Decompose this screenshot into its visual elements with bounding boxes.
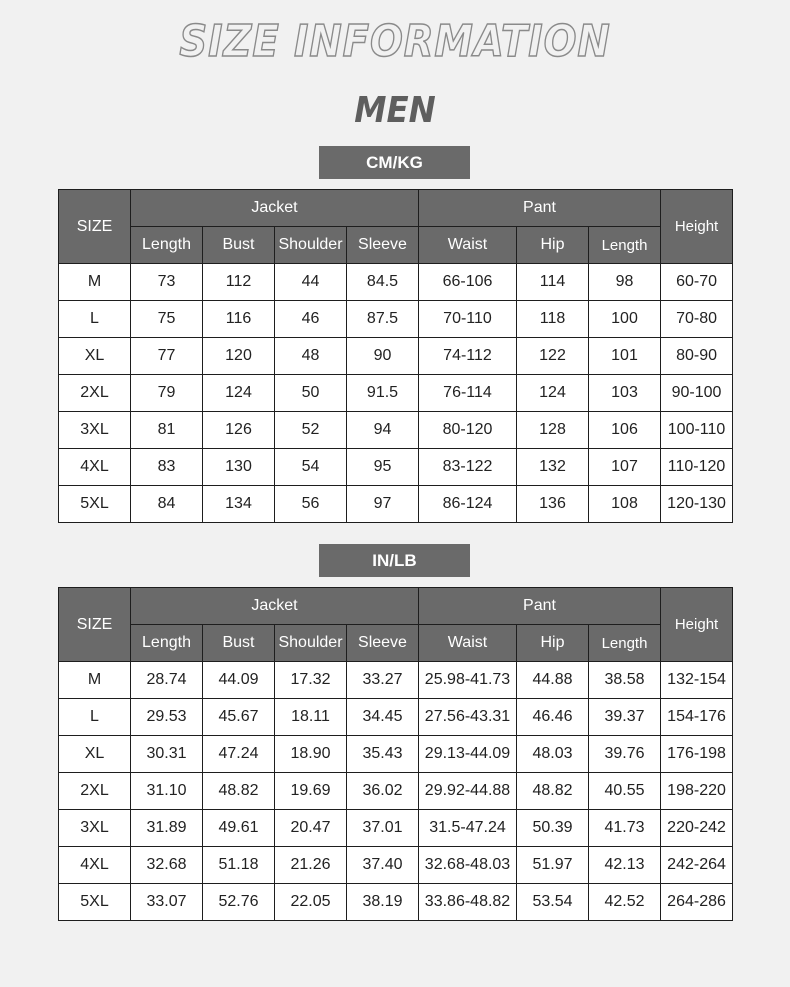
table-cell: 112 [203, 264, 275, 301]
table-cell: 176-198 [661, 736, 733, 773]
table-cell: 46.46 [517, 699, 589, 736]
table-cell: 130 [203, 449, 275, 486]
table-cell: 33.07 [131, 884, 203, 921]
table-cell: 39.76 [589, 736, 661, 773]
table-cell: 51.97 [517, 847, 589, 884]
table-cell: 94 [347, 412, 419, 449]
size-cell: XL [59, 338, 131, 375]
table-cell: 107 [589, 449, 661, 486]
table-cell: 48 [275, 338, 347, 375]
table-cell: 120-130 [661, 486, 733, 523]
table-cell: 79 [131, 375, 203, 412]
size-cell: 2XL [59, 773, 131, 810]
table-cell: 29.92-44.88 [419, 773, 517, 810]
table-row [59, 810, 733, 847]
table-cell: 27.56-43.31 [419, 699, 517, 736]
table-cell: 73 [131, 264, 203, 301]
table-cell: 114 [517, 264, 589, 301]
table-cell: 95 [347, 449, 419, 486]
table-row [59, 847, 733, 884]
size-cell: XL [59, 736, 131, 773]
table-cell: 50.39 [517, 810, 589, 847]
table-cell: 87.5 [347, 301, 419, 338]
jacket-header: Jacket [131, 190, 419, 227]
table-cell: 51.18 [203, 847, 275, 884]
table-cell: 52.76 [203, 884, 275, 921]
table-cell: 128 [517, 412, 589, 449]
table-cell: 33.86-48.82 [419, 884, 517, 921]
table-cell: 86-124 [419, 486, 517, 523]
table-cell: 29.53 [131, 699, 203, 736]
table-cell: 48.82 [203, 773, 275, 810]
table-cell: 49.61 [203, 810, 275, 847]
table-cell: 84 [131, 486, 203, 523]
size-cell: 2XL [59, 375, 131, 412]
table-cell: 18.11 [275, 699, 347, 736]
jacket-length-header: Length [131, 227, 203, 264]
table-row [59, 773, 733, 810]
table-row [59, 662, 733, 699]
table-cell: 80-90 [661, 338, 733, 375]
table-cell: 41.73 [589, 810, 661, 847]
size-cell: 3XL [59, 810, 131, 847]
size-cell: M [59, 662, 131, 699]
table-cell: 48.03 [517, 736, 589, 773]
table-cell: 17.32 [275, 662, 347, 699]
table-cell: 18.90 [275, 736, 347, 773]
table-cell: 32.68-48.03 [419, 847, 517, 884]
table-cell: 39.37 [589, 699, 661, 736]
table-cell: 132-154 [661, 662, 733, 699]
table-cell: 97 [347, 486, 419, 523]
height-header: Height [661, 588, 733, 662]
table-cell: 56 [275, 486, 347, 523]
pant-length-header: Length [589, 625, 661, 662]
table-cell: 47.24 [203, 736, 275, 773]
table-row [59, 338, 733, 375]
table-cell: 19.69 [275, 773, 347, 810]
waist-header: Waist [419, 625, 517, 662]
table-cell: 74-112 [419, 338, 517, 375]
table-cell: 98 [589, 264, 661, 301]
bust-header: Bust [203, 227, 275, 264]
table-cell: 42.13 [589, 847, 661, 884]
table-cell: 83-122 [419, 449, 517, 486]
table-cell: 38.19 [347, 884, 419, 921]
table-cell: 91.5 [347, 375, 419, 412]
table-cell: 40.55 [589, 773, 661, 810]
unit-label-in-lb: IN/LB [319, 544, 470, 577]
table-cell: 100 [589, 301, 661, 338]
table-cell: 108 [589, 486, 661, 523]
table-cell: 54 [275, 449, 347, 486]
table-cell: 44 [275, 264, 347, 301]
table-cell: 83 [131, 449, 203, 486]
pant-header: Pant [419, 588, 661, 625]
size-table-cm [58, 189, 733, 523]
table-row [59, 699, 733, 736]
pant-header: Pant [419, 190, 661, 227]
table-cell: 45.67 [203, 699, 275, 736]
table-cell: 25.98-41.73 [419, 662, 517, 699]
table-cell: 34.45 [347, 699, 419, 736]
table-cell: 75 [131, 301, 203, 338]
table-cell: 60-70 [661, 264, 733, 301]
table-cell: 31.5-47.24 [419, 810, 517, 847]
table-cell: 81 [131, 412, 203, 449]
table-cell: 70-80 [661, 301, 733, 338]
unit-label-cm-kg: CM/KG [319, 146, 470, 179]
pant-length-header: Length [589, 227, 661, 264]
size-header: SIZE [59, 588, 131, 662]
table-cell: 122 [517, 338, 589, 375]
size-cell: 4XL [59, 847, 131, 884]
hip-header: Hip [517, 227, 589, 264]
table-row [59, 264, 733, 301]
table-row [59, 449, 733, 486]
table-cell: 118 [517, 301, 589, 338]
table-cell: 126 [203, 412, 275, 449]
size-cell: 3XL [59, 412, 131, 449]
table-cell: 31.89 [131, 810, 203, 847]
table-cell: 110-120 [661, 449, 733, 486]
table-cell: 90-100 [661, 375, 733, 412]
table-cell: 124 [517, 375, 589, 412]
jacket-length-header: Length [131, 625, 203, 662]
jacket-header: Jacket [131, 588, 419, 625]
table-cell: 20.47 [275, 810, 347, 847]
table-row [59, 736, 733, 773]
table-cell: 80-120 [419, 412, 517, 449]
bust-header: Bust [203, 625, 275, 662]
table-cell: 70-110 [419, 301, 517, 338]
shoulder-header: Shoulder [275, 227, 347, 264]
sleeve-header: Sleeve [347, 227, 419, 264]
table-cell: 264-286 [661, 884, 733, 921]
size-cell: 5XL [59, 486, 131, 523]
size-header: SIZE [59, 190, 131, 264]
table-cell: 84.5 [347, 264, 419, 301]
size-cell: 4XL [59, 449, 131, 486]
table-cell: 22.05 [275, 884, 347, 921]
size-cell: M [59, 264, 131, 301]
size-cell: 5XL [59, 884, 131, 921]
table-cell: 52 [275, 412, 347, 449]
height-header: Height [661, 190, 733, 264]
table-cell: 132 [517, 449, 589, 486]
table-cell: 44.09 [203, 662, 275, 699]
table-cell: 36.02 [347, 773, 419, 810]
table-cell: 50 [275, 375, 347, 412]
table-cell: 48.82 [517, 773, 589, 810]
page-title: SIZE INFORMATION [179, 16, 611, 67]
table-cell: 124 [203, 375, 275, 412]
table-cell: 29.13-44.09 [419, 736, 517, 773]
sleeve-header: Sleeve [347, 625, 419, 662]
table-cell: 134 [203, 486, 275, 523]
table-cell: 106 [589, 412, 661, 449]
table-cell: 28.74 [131, 662, 203, 699]
table-cell: 21.26 [275, 847, 347, 884]
table-cell: 76-114 [419, 375, 517, 412]
table-cell: 66-106 [419, 264, 517, 301]
table-cell: 100-110 [661, 412, 733, 449]
table-cell: 30.31 [131, 736, 203, 773]
table-cell: 198-220 [661, 773, 733, 810]
table-cell: 154-176 [661, 699, 733, 736]
size-table-in [58, 587, 733, 921]
table-cell: 77 [131, 338, 203, 375]
table-row [59, 412, 733, 449]
hip-header: Hip [517, 625, 589, 662]
table-cell: 42.52 [589, 884, 661, 921]
shoulder-header: Shoulder [275, 625, 347, 662]
table-cell: 116 [203, 301, 275, 338]
size-cell: L [59, 699, 131, 736]
table-row [59, 486, 733, 523]
table-cell: 31.10 [131, 773, 203, 810]
table-cell: 35.43 [347, 736, 419, 773]
table-cell: 53.54 [517, 884, 589, 921]
table-cell: 33.27 [347, 662, 419, 699]
table-cell: 37.40 [347, 847, 419, 884]
table-cell: 101 [589, 338, 661, 375]
table-cell: 32.68 [131, 847, 203, 884]
table-row [59, 884, 733, 921]
table-cell: 90 [347, 338, 419, 375]
table-cell: 38.58 [589, 662, 661, 699]
table-cell: 242-264 [661, 847, 733, 884]
table-cell: 103 [589, 375, 661, 412]
table-cell: 120 [203, 338, 275, 375]
waist-header: Waist [419, 227, 517, 264]
size-cell: L [59, 301, 131, 338]
table-cell: 136 [517, 486, 589, 523]
table-cell: 220-242 [661, 810, 733, 847]
table-row [59, 375, 733, 412]
section-subtitle: MEN [354, 90, 436, 131]
table-cell: 44.88 [517, 662, 589, 699]
table-cell: 37.01 [347, 810, 419, 847]
table-row [59, 301, 733, 338]
table-cell: 46 [275, 301, 347, 338]
